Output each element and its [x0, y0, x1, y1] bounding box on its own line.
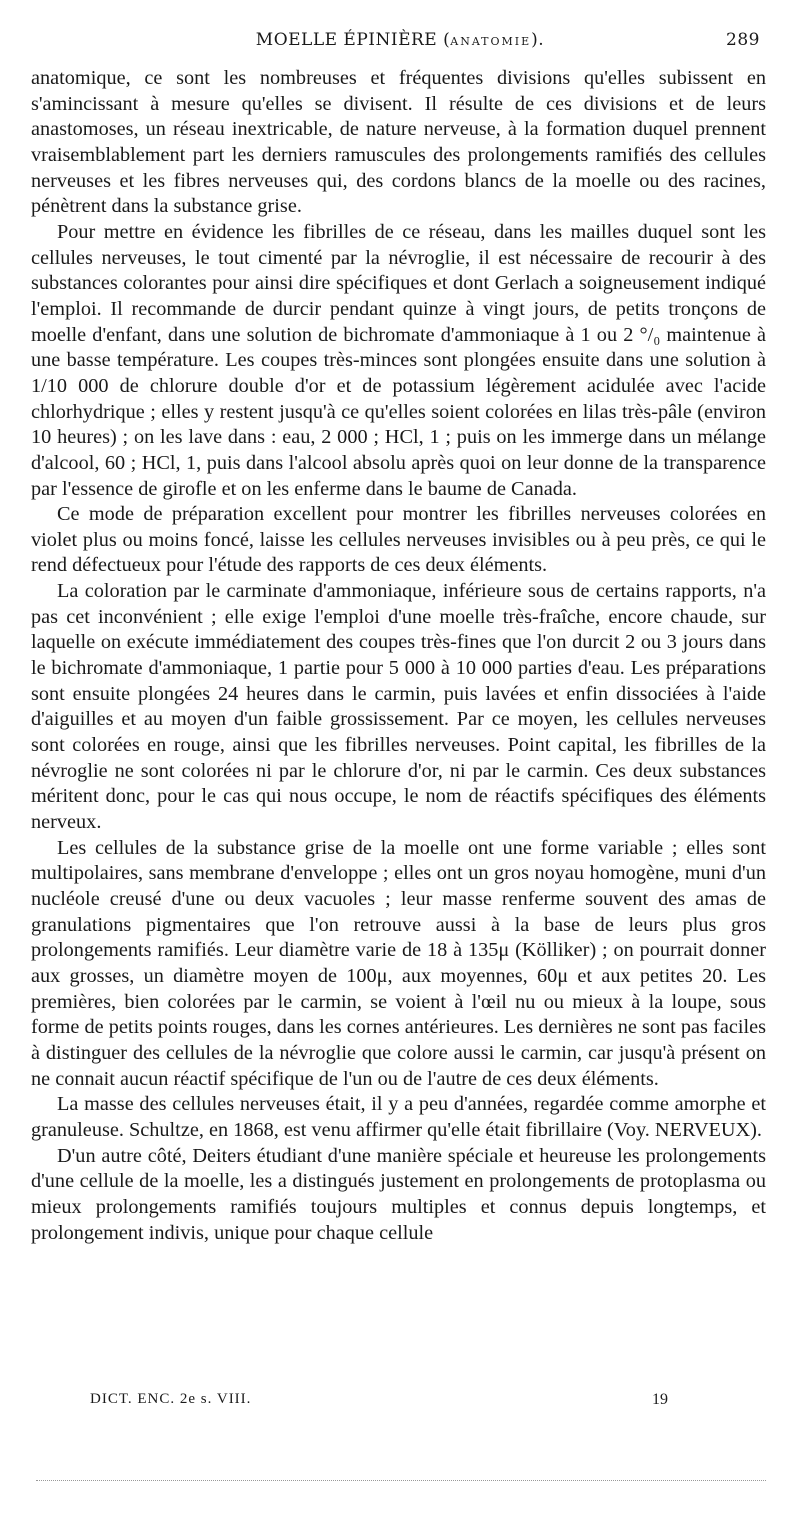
running-title: [0, 30, 800, 50]
paragraph-3: Ce mode de préparation excellent pour montrer les fibrilles nerveuses colorées en violet plus ou moins foncé, laisse les cellules nerveuses invisibles ou à peu près, ce qui le rend défectueux pour l'étude des rapports de ces deux éléments.: [31, 503, 766, 577]
paragraph-5: Les cellules de la substance grise de la moelle ont une forme variable ; elles sont multipolaires, sans membrane d'enveloppe ; elles ont un gros noyau homogène, muni d'un nucléole creusé d'une ou deux vacuoles ; leur masse renferme souvent des amas de granulations pigmentaires que l'on retrouve aussi à la base de leurs plus gros prolongements ramifiés. Leur diamètre varie de 18 à 135μ (Kölliker) ; on pourrait donner aux grosses, un diamètre moyen de 100μ, aux moyennes, 60μ et aux petites 20. Les premières, bien colorées par le carmin, se voient à l'œil nu ou mieux à la loupe, sous forme de petits points rouges, dans les cornes antérieures. Les dernières ne sont pas faciles à distinguer des cellules de la névroglie que colore aussi le carmin, car jusqu'à présent on ne connait aucun réactif spécifique de l'un ou de l'autre de ces deux éléments.: [31, 836, 766, 1090]
running-title-smallcaps: ANATOMIE: [450, 35, 532, 48]
running-title-end: ).: [531, 30, 545, 50]
paragraph-6: La masse des cellules nerveuses était, il y a peu d'années, regardée comme amorphe et granuleuse. Schultze, en 1868, est venu affirmer qu'elle était fibrillaire (Voy. NERVEUX).: [31, 1093, 766, 1141]
page-number: 289: [726, 30, 760, 50]
paragraph-4: La coloration par le carminate d'ammoniaque, inférieure sous de certains rapports, n'a pas cet inconvénient ; elle exige l'emploi d'une moelle très-fraîche, encore chaude, sur laquelle on exécute immédiatement des coupes très-fines que l'on durcit 2 ou 3 jours dans le bichromate d'ammoniaque, 1 partie pour 5 000 à 10 000 parties d'eau. Les préparations sont ensuite plongées 24 heures dans le carmin, puis lavées et enfin dissociées à l'aide d'aiguilles et au moyen d'un faible grossissement. Par ce moyen, les cellules nerveuses sont colorées en rouge, ainsi que les fibrilles nerveuses. Point capital, les fibrilles de la névroglie ne sont colorées ni par le chlorure d'or, ni par le carmin. Ces deux substances méritent donc, pour le cas qui nous occupe, le nom de réactifs spécifiques des éléments nerveux.: [31, 580, 766, 834]
bottom-dotted-rule: [36, 1480, 766, 1481]
printer-signature: DICT. ENC. 2e s. VIII.: [90, 1391, 252, 1407]
running-header: [0, 30, 800, 64]
signature-number: 19: [652, 1391, 668, 1408]
body-text: [31, 66, 766, 1246]
paragraph-1: anatomique, ce sont les nombreuses et fréquentes divisions qu'elles subissent en s'amincissant à mesure qu'elles se divisent. Il résulte de ces divisions et de leurs anastomoses, un réseau inextricable, de nature nerveuse, à la formation duquel prennent vraisemblablement part les derniers ramuscules des prolongements ramifiés des cellules nerveuses et les fibres nerveuses qui, des cordons blancs de la moelle ou des racines, pénètrent dans la substance grise.: [31, 67, 766, 218]
paragraph-7: D'un autre côté, Deiters étudiant d'une manière spéciale et heureuse les prolongements d'une cellule de la moelle, les a distingués justement en prolongements de protoplasma ou mieux prolongements ramifiés toujours multiples et connus depuis longtemps, et prolongement indivis, unique pour chaque cellule: [31, 1144, 766, 1244]
paragraph-2: Pour mettre en évidence les fibrilles de ce réseau, dans les mailles duquel sont les cellules nerveuses, le tout cimenté par la névroglie, il est nécessaire de recourir à des substances colorantes pour ainsi dire spécifiques et dont Gerlach a soigneusement indiqué l'emploi. Il recommande de durcir pendant quinze à vingt jours, de petits tronçons de moelle d'enfant, dans une solution de bichromate d'ammoniaque à 1 ou 2 °/₀ maintenue à une basse température. Les coupes très-minces sont plongées ensuite dans une solution à 1/10 000 de chlorure double d'or et de potassium légèrement acidulée avec l'acide chlorhydrique ; elles y restent jusqu'à ce qu'elles soient colorées en lilas très-pâle (environ 10 heures) ; on les lave dans : eau, 2 000 ; HCl, 1 ; puis on les immerge dans un mélange d'alcool, 60 ; HCl, 1, puis dans l'alcool absolu après quoi on leur donne de la transparence par l'essence de girofle et on les enferme dans le baume de Canada.: [31, 220, 766, 500]
running-title-main: MOELLE ÉPINIÈRE (: [255, 30, 451, 50]
